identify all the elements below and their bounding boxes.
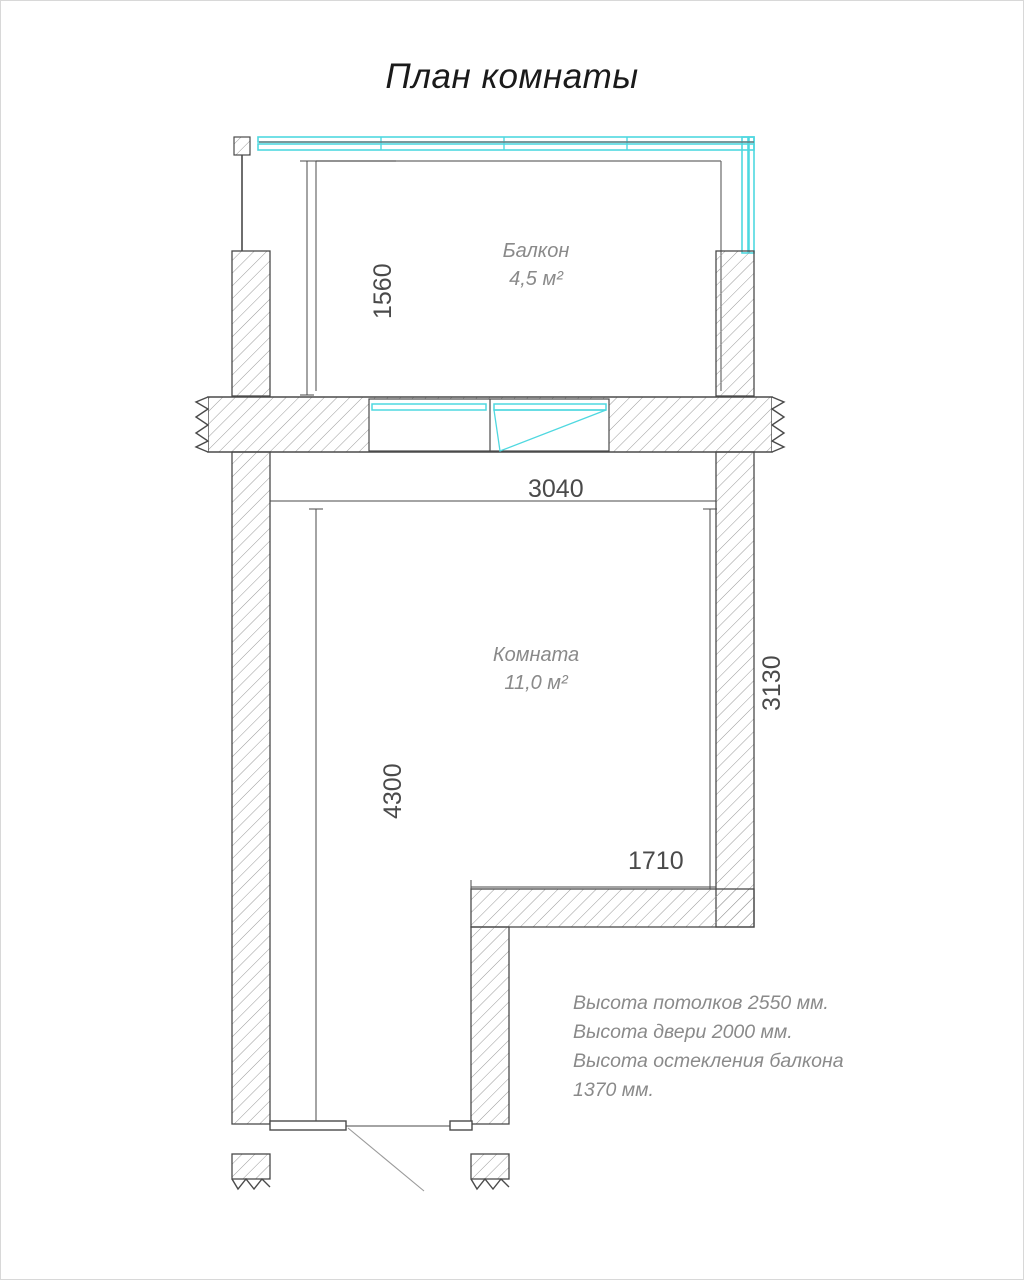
balcony-name: Балкон [502,240,570,262]
main-room-label [406,641,666,697]
room-name: Комната [492,644,580,666]
room-wall-niche-vertical [471,927,509,1189]
room-area: 11,0 м² [504,672,568,694]
room-wall-right [716,452,754,927]
page-title: План комнаты [385,57,639,96]
balcony-glazing [258,137,754,253]
notes-block [573,989,943,1105]
dimension-room-length-left: 4300 [379,763,407,819]
note-line-2: Высота двери 2000 мм. [573,1021,793,1043]
note-line-1: Высота потолков 2550 мм. [573,992,829,1014]
room-wall-niche-bottom [471,889,754,927]
entrance-door [270,1121,472,1191]
balcony-room-label [406,237,666,293]
note-line-4: 1370 мм. [573,1079,654,1101]
balcony-area: 4,5 м² [509,268,563,290]
balcony-left-post [234,137,250,251]
dimension-room-width: 3040 [528,475,584,503]
balcony-wall-left [232,251,270,396]
note-line-3: Высота остекления балкона [573,1050,844,1072]
drawing-sheet [76,9,948,1271]
balcony-door-block [369,399,609,451]
room-wall-left [232,452,270,1189]
dimension-room-length-right: 3130 [758,655,786,711]
dimension-balcony-depth: 1560 [369,263,397,319]
dimension-niche-width: 1710 [628,847,684,875]
balcony-wall-right [716,251,754,396]
